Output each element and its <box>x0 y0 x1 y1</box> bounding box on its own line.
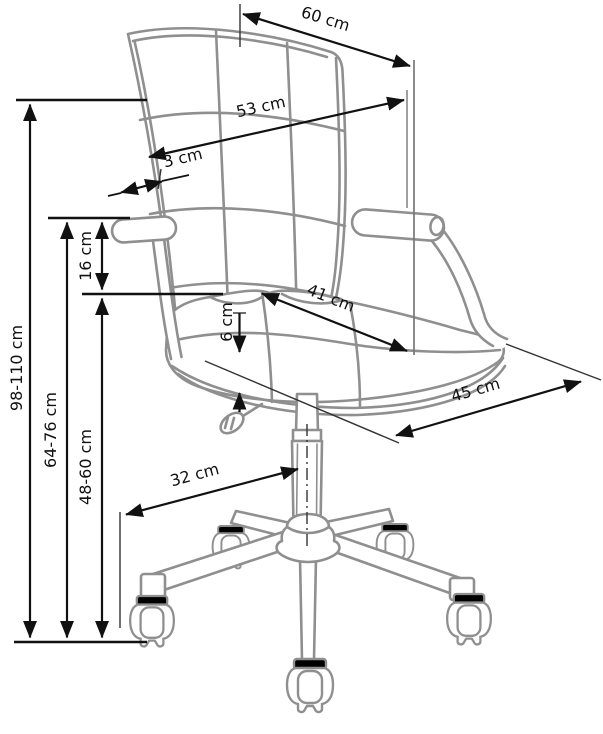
dim-label-backrest-width: 53 cm <box>234 91 288 122</box>
dim-label-seat-height: 48-60 cm <box>76 429 95 505</box>
dim-label-seat-width: 41 cm <box>304 279 358 316</box>
chair-armrest-left <box>111 216 181 359</box>
chair-base <box>130 509 491 712</box>
dim-label-total-height: 98-110 cm <box>7 324 26 412</box>
dim-total-height <box>7 100 147 642</box>
dim-label-seat-depth: 45 cm <box>448 373 503 406</box>
dim-label-armrest-above-seat: 16 cm <box>76 231 95 281</box>
dim-label-armrest-height: 64-76 cm <box>41 392 60 468</box>
chair-drawing <box>111 28 507 712</box>
dim-label-base-radius: 32 cm <box>168 459 222 491</box>
dim-label-backrest-thickness: 3 cm <box>161 143 205 172</box>
dim-label-cushion-thickness: 6 cm <box>217 302 236 342</box>
dim-label-backrest-top-width: 60 cm <box>299 2 353 36</box>
dim-armrest-above-seat <box>76 223 102 290</box>
